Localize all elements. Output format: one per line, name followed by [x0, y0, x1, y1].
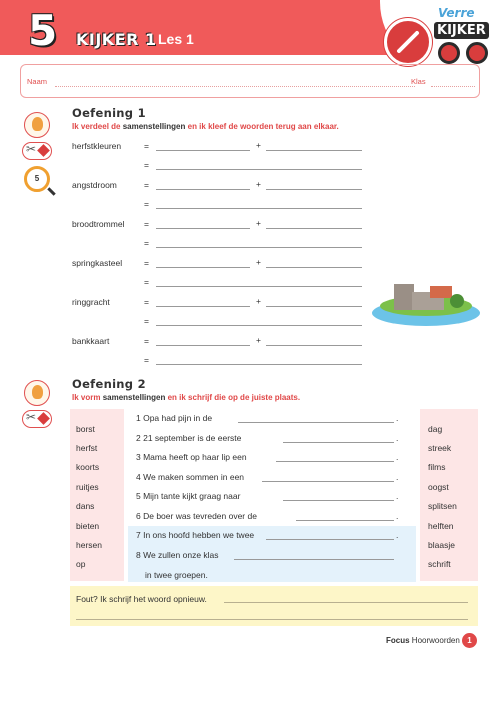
name-field[interactable] — [55, 86, 415, 87]
answer-blank-1[interactable] — [238, 422, 394, 423]
series-title: KIJKER 1 — [76, 30, 157, 49]
listen-icon — [24, 112, 50, 138]
equals-sign: = — [144, 355, 149, 365]
right-word: films — [428, 462, 446, 472]
joined-row — [72, 158, 372, 178]
sentence-8-continuation: in twee groepen. — [145, 570, 208, 580]
compound-word: angstdroom — [72, 180, 117, 190]
joined-row — [72, 275, 372, 295]
sentence-8: 8 We zullen onze klas — [136, 550, 219, 560]
part2-blank[interactable] — [266, 150, 362, 151]
joined-blank[interactable] — [156, 364, 362, 365]
equals-sign: = — [144, 199, 149, 209]
sentence-5: 5 Mijn tante kijkt graag naar — [136, 491, 241, 501]
period: . — [396, 433, 399, 443]
left-word: hersen — [76, 540, 102, 550]
equals-sign: = — [144, 258, 149, 268]
part2-blank[interactable] — [266, 306, 362, 307]
left-word: bieten — [76, 521, 100, 531]
period: . — [396, 413, 399, 423]
equals-sign: = — [144, 219, 149, 229]
class-label: Klas — [411, 77, 426, 86]
binocular-right-icon — [466, 42, 488, 64]
left-word: borst — [76, 424, 95, 434]
left-word-column — [70, 409, 124, 581]
part2-blank[interactable] — [266, 228, 362, 229]
part2-blank[interactable] — [266, 345, 362, 346]
right-word: helften — [428, 521, 454, 531]
footer-label: Focus Hoorwoorden — [386, 636, 460, 645]
correction-line-1[interactable] — [224, 602, 468, 603]
correction-box — [70, 586, 478, 626]
answer-blank-2[interactable] — [283, 442, 394, 443]
joined-blank[interactable] — [156, 208, 362, 209]
right-word: oogst — [428, 482, 449, 492]
exercise2-title: Oefening 2 — [72, 377, 146, 391]
right-word: streek — [428, 443, 452, 453]
part1-blank[interactable] — [156, 189, 250, 190]
equals-sign: = — [144, 238, 149, 248]
left-word: op — [76, 559, 86, 569]
sentence-3: 3 Mama heeft op haar lip een — [136, 452, 247, 462]
plus-sign: + — [256, 179, 261, 189]
logo-bottom-text: KIJKER — [434, 22, 489, 39]
period: . — [396, 491, 399, 501]
part2-blank[interactable] — [266, 189, 362, 190]
answer-blank-6[interactable] — [296, 520, 394, 521]
left-word: ruitjes — [76, 482, 99, 492]
listen-icon-2 — [24, 380, 50, 406]
left-word: koorts — [76, 462, 100, 472]
equals-sign: = — [144, 336, 149, 346]
correction-line-2[interactable] — [76, 619, 468, 620]
split-row — [72, 334, 372, 354]
joined-row — [72, 353, 372, 373]
split-row — [72, 217, 372, 237]
equals-sign: = — [144, 180, 149, 190]
equals-sign: = — [144, 297, 149, 307]
verrekijker-logo — [432, 6, 494, 68]
sentence-7: 7 In ons hoofd hebben we twee — [136, 530, 255, 540]
joined-row — [72, 314, 372, 334]
joined-blank[interactable] — [156, 286, 362, 287]
left-word: herfst — [76, 443, 98, 453]
part1-blank[interactable] — [156, 306, 250, 307]
sentence-4: 4 We maken sommen in een — [136, 472, 245, 482]
joined-blank[interactable] — [156, 325, 362, 326]
answer-blank-4[interactable] — [262, 481, 394, 482]
castle-illustration — [372, 282, 480, 328]
name-bar — [20, 64, 480, 98]
plus-sign: + — [256, 296, 261, 306]
period: . — [396, 511, 399, 521]
binocular-left-icon — [438, 42, 460, 64]
part1-blank[interactable] — [156, 150, 250, 151]
answer-blank-3[interactable] — [276, 461, 394, 462]
compound-word: herfstkleuren — [72, 141, 122, 151]
part1-blank[interactable] — [156, 345, 250, 346]
equals-sign: = — [144, 277, 149, 287]
split-row — [72, 256, 372, 276]
right-word: splitsen — [428, 501, 457, 511]
answer-blank-7[interactable] — [266, 539, 394, 540]
exercise2-instruction: Ik vorm samenstellingen en ik schrijf die op de juiste plaats. — [72, 393, 301, 402]
joined-blank[interactable] — [156, 247, 362, 248]
plus-sign: + — [256, 218, 261, 228]
plus-sign: + — [256, 257, 261, 267]
logo-top-text: Verre — [438, 6, 475, 20]
equals-sign: = — [144, 160, 149, 170]
split-row — [72, 178, 372, 198]
answer-blank-8[interactable] — [234, 559, 394, 560]
plus-sign: + — [256, 140, 261, 150]
class-field[interactable] — [431, 86, 475, 87]
sentence-1: 1 Opa had pijn in de — [136, 413, 213, 423]
cut-paste-icon-2 — [22, 410, 52, 428]
split-row — [72, 295, 372, 315]
pencil-icon — [384, 18, 432, 66]
part2-blank[interactable] — [266, 267, 362, 268]
right-word: blaasje — [428, 540, 455, 550]
name-label: Naam — [27, 77, 48, 86]
lesson-title: Les 1 — [158, 31, 194, 47]
exercise1-title: Oefening 1 — [72, 106, 146, 120]
joined-row — [72, 236, 372, 256]
plus-sign: + — [256, 335, 261, 345]
joined-blank[interactable] — [156, 169, 362, 170]
sentence-6: 6 De boer was tevreden over de — [136, 511, 257, 521]
compound-word: springkasteel — [72, 258, 123, 268]
joined-row — [72, 197, 372, 217]
equals-sign: = — [144, 141, 149, 151]
exercise1-instruction: Ik verdeel de samenstellingen en ik kleef de woorden terug aan elkaar. — [72, 122, 339, 131]
part1-blank[interactable] — [156, 267, 250, 268]
period: . — [396, 472, 399, 482]
correction-text: Fout? Ik schrijf het woord opnieuw. — [76, 594, 207, 604]
part1-blank[interactable] — [156, 228, 250, 229]
right-word: schrift — [428, 559, 451, 569]
compound-word: bankkaart — [72, 336, 110, 346]
sentence-2: 2 21 september is de eerste — [136, 433, 242, 443]
right-word: dag — [428, 424, 443, 434]
answer-blank-5[interactable] — [283, 500, 394, 501]
magnifier-icon: 5 — [24, 166, 50, 192]
compound-word: ringgracht — [72, 297, 110, 307]
cut-paste-icon — [22, 142, 52, 160]
page-number: 1 — [462, 633, 477, 648]
right-word-column — [420, 409, 478, 581]
period: . — [396, 452, 399, 462]
sentence-panel — [128, 409, 416, 525]
split-row — [72, 139, 372, 159]
grade-number: 5 — [28, 6, 58, 55]
left-word: dans — [76, 501, 95, 511]
compound-word: broodtrommel — [72, 219, 125, 229]
period: . — [396, 530, 399, 540]
equals-sign: = — [144, 316, 149, 326]
